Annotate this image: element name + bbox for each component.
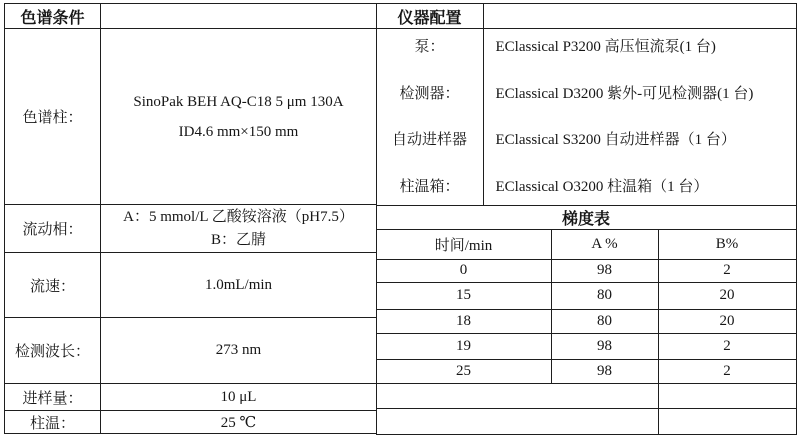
mobile-phase-value [101,205,377,253]
injection-volume-value: 10 μL [101,384,377,411]
autosampler-label: 自动进样器 [391,132,467,149]
empty-cell [376,408,658,434]
gradient-col-b-header: B% [658,229,796,259]
gradient-col-time-header: 时间/min [376,229,551,259]
gradient-row [376,259,796,282]
gradient-row [376,282,796,309]
right-section [376,3,797,435]
gradient-row [376,333,796,359]
column-value [101,29,377,205]
wavelength-label: 检测波长： [5,318,101,384]
instrument-values-cell [483,29,796,206]
gradient-empty-row [376,383,796,408]
column-oven-value: EClassical O3200 柱温箱（1 台） [495,178,709,195]
empty-cell [376,383,658,408]
gradient-time: 19 [376,333,551,359]
flow-rate-label: 流速： [5,253,101,318]
column-label: 色谱柱： [5,29,101,205]
gradient-b: 2 [658,333,796,359]
detector-value: EClassical D3200 紫外-可见检测器(1 台) [495,85,754,102]
gradient-time: 25 [376,359,551,383]
autosampler-value: EClassical S3200 自动进样器（1 台） [495,132,736,149]
column-temp-value: 25 ℃ [101,411,377,434]
pump-value: EClassical P3200 高压恒流泵(1 台) [495,39,716,55]
instrument-config-table [376,3,797,206]
tables-layout [4,3,797,435]
chromatography-conditions-header: 色谱条件 [5,4,101,29]
empty-cell [483,4,796,29]
flow-rate-value: 1.0mL/min [101,253,377,318]
gradient-b: 2 [658,259,796,282]
detector-label: 检测器： [399,85,460,102]
empty-cell [658,408,796,434]
gradient-time: 15 [376,282,551,309]
gradient-b: 2 [658,359,796,383]
gradient-table-title: 梯度表 [376,205,796,229]
gradient-empty-row [376,408,796,434]
pump-label: 泵： [414,39,445,55]
gradient-a: 98 [551,333,658,359]
gradient-row [376,309,796,333]
gradient-a: 98 [551,359,658,383]
mobile-phase-line1: A：5 mmol/L 乙酸铵溶液（pH7.5） [123,208,354,225]
gradient-a: 80 [551,282,658,309]
chromatography-conditions-table [4,3,377,434]
column-value-line1: SinoPak BEH AQ-C18 5 μm 130A [133,93,344,110]
column-value-line2: ID4.6 mm×150 mm [178,123,299,140]
gradient-time: 0 [376,259,551,282]
gradient-a: 98 [551,259,658,282]
wavelength-value: 273 nm [101,318,377,384]
gradient-col-a-header: A % [551,229,658,259]
empty-cell [658,383,796,408]
gradient-b: 20 [658,309,796,333]
empty-cell [101,4,377,29]
mobile-phase-label: 流动相： [5,205,101,253]
mobile-phase-line2: B：乙腈 [210,231,266,248]
gradient-table [376,205,797,435]
gradient-a: 80 [551,309,658,333]
column-temp-label: 柱温： [5,411,101,434]
gradient-b: 20 [658,282,796,309]
instrument-config-header: 仪器配置 [376,4,483,29]
column-oven-label: 柱温箱： [399,178,460,195]
instrument-labels-cell [376,29,483,206]
gradient-time: 18 [376,309,551,333]
gradient-row [376,359,796,383]
injection-volume-label: 进样量： [5,384,101,411]
